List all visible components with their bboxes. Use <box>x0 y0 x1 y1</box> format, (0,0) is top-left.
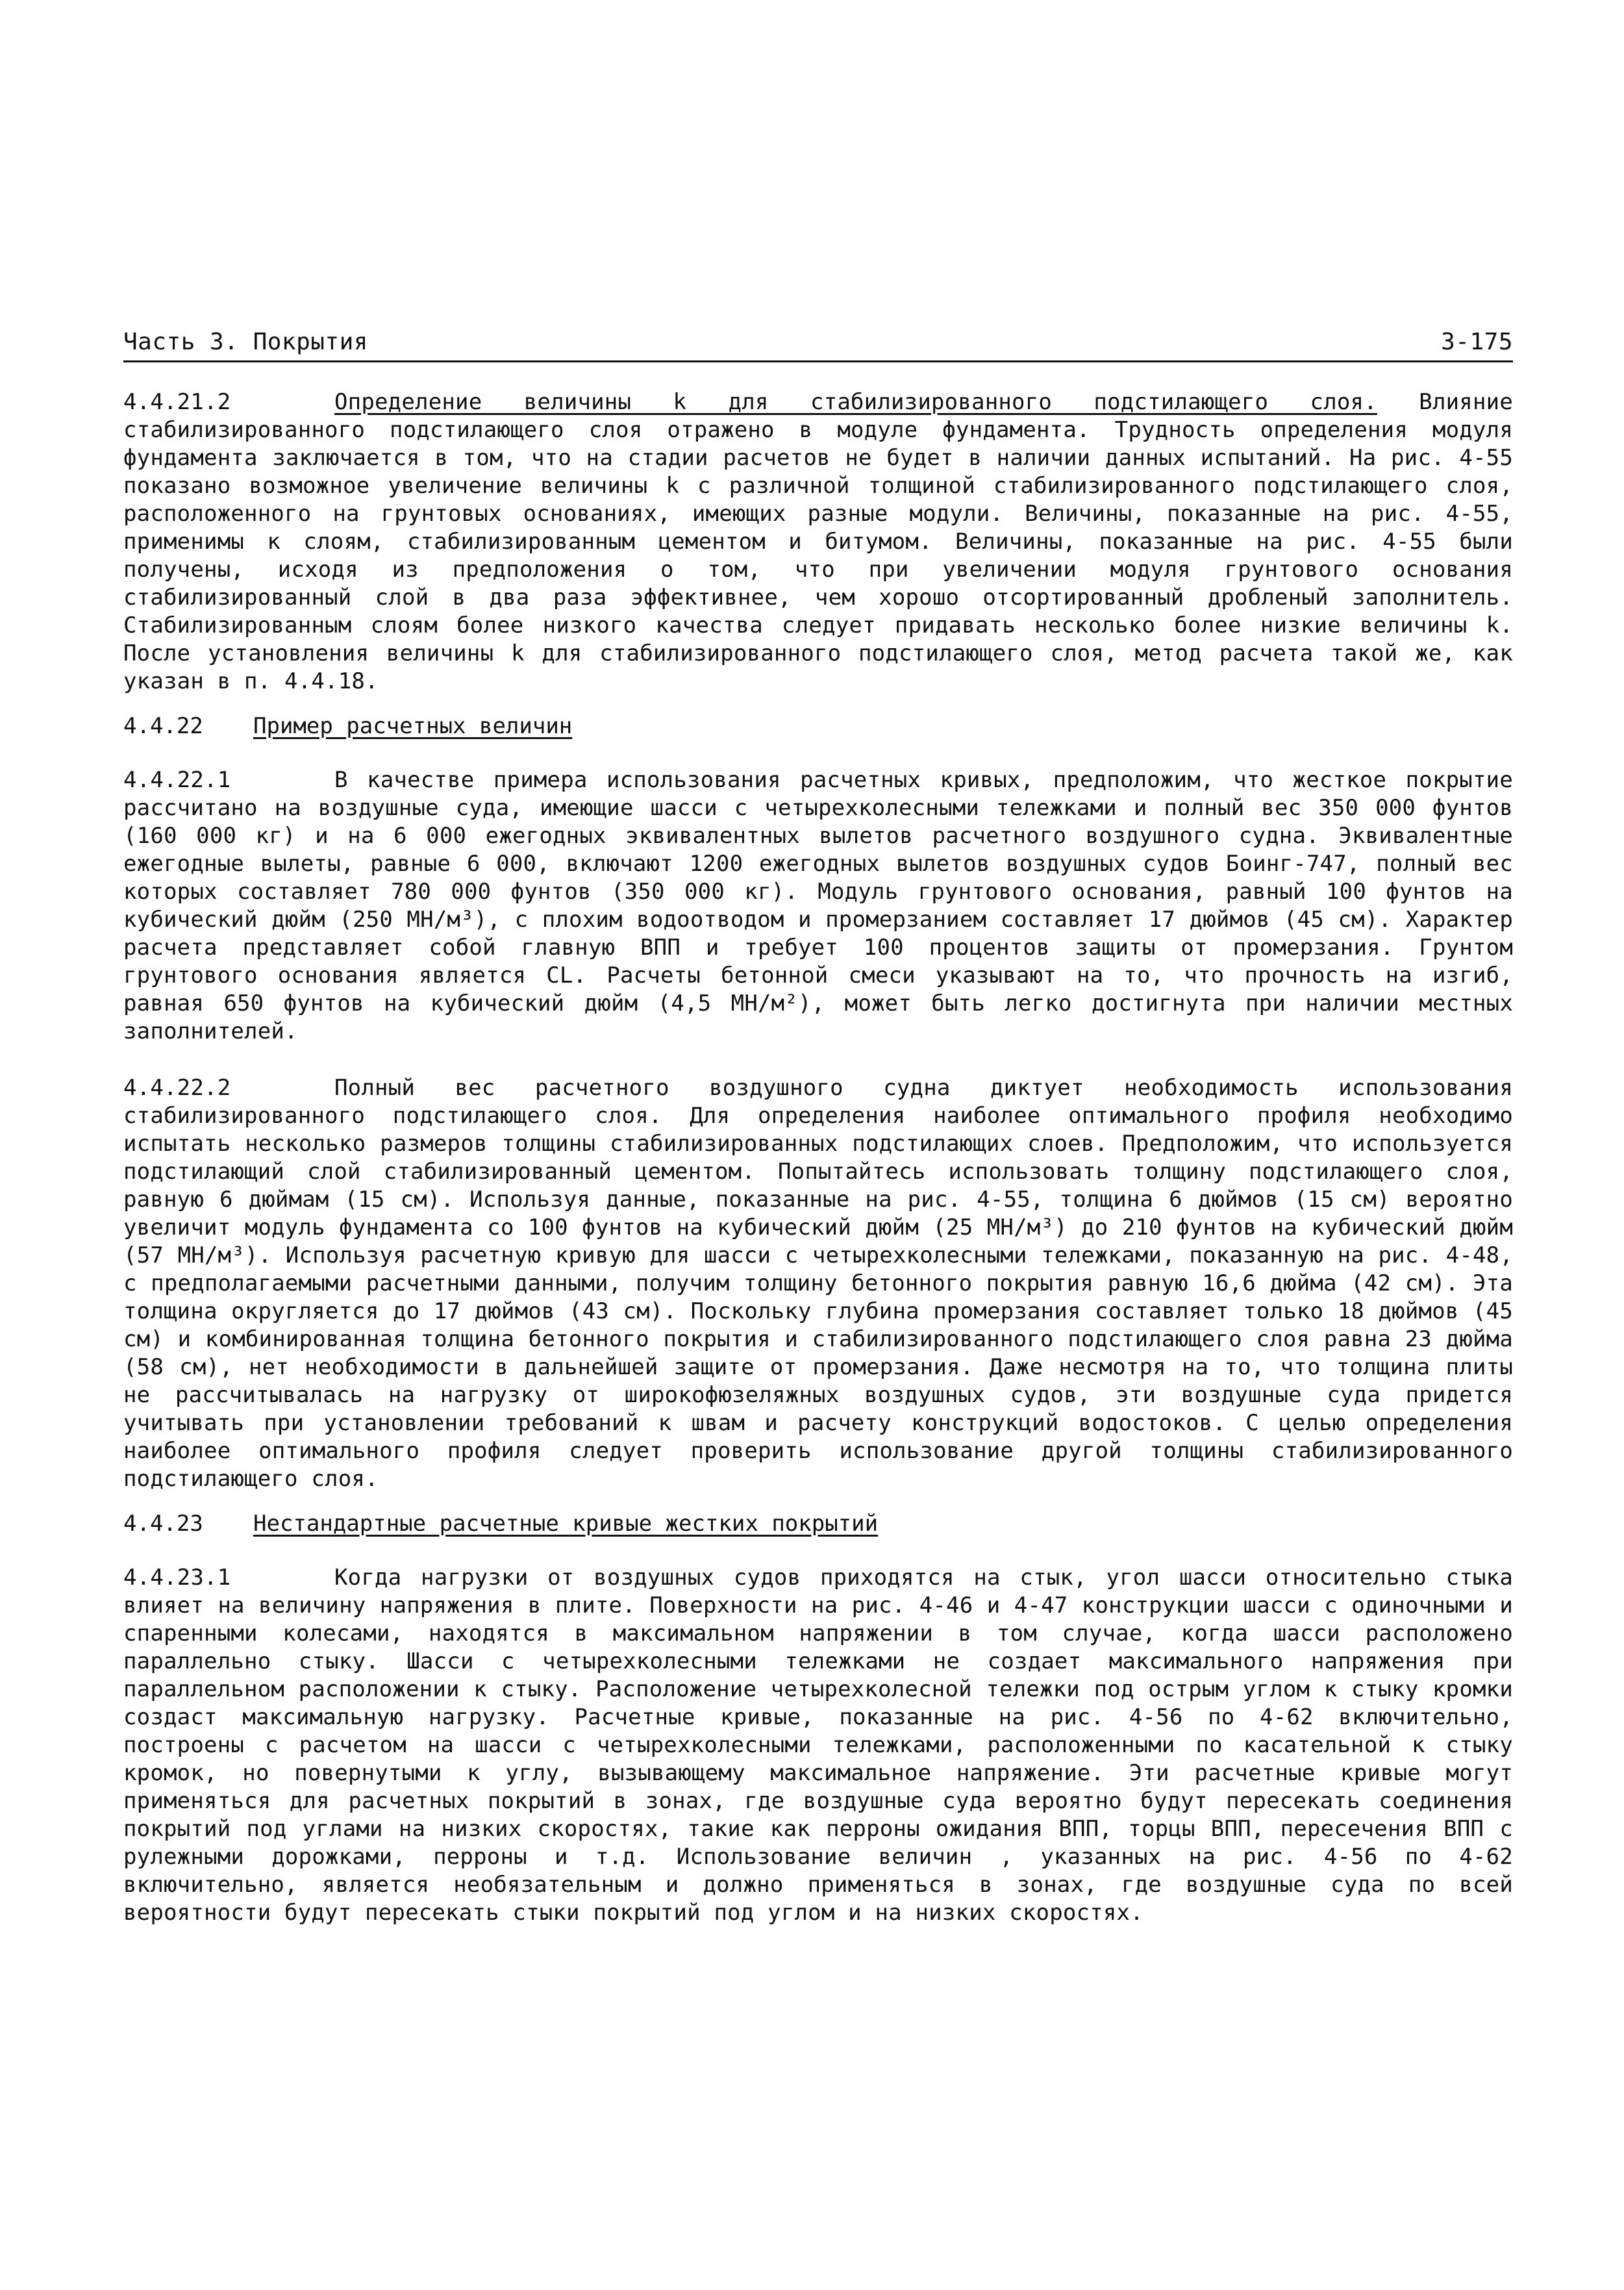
paragraph-text: Полный вес расчетного воздушного судна диктует необходимость использования стабилизированного подстилающего слоя. Для определения наиболее оптимального профиля необходимо испытать несколько размеров толщины стабилизированных подстилающих слоев. Предположим, что используется подстилающий слой стабилизированный цементом. Попытайтесь использовать толщину подстилающего слоя, равную 6 дюймам (15 см). Используя данные, показанные на рис. 4-55, толщина 6 дюймов (15 см) вероятно увеличит модуль фундамента со 100 фунтов на кубический дюйм (25 МН/м³) до 210 фунтов на кубический дюйм (57 МН/м³). Используя расчетную кривую для шасси с четырехколесными тележками, показанную на рис. 4-48, с предполагаемыми расчетными данными, получим толщину бетонного покрытия равную 16,6 дюйма (42 см). Эта толщина округляется до 17 дюймов (43 см). Поскольку глубина промерзания составляет только 18 дюймов (45 см) и комбинированная толщина бетонного покрытия и стабилизированного подстилающего слоя равна 23 дюйма (58 см), нет необходимости в дальнейшей защите от промерзания. Даже несмотря на то, что толщина плиты не рассчитывалась на нагрузку от широкофюзеляжных воздушных судов, эти воздушные суда придется учитывать при установлении требований к швам и расчету конструкций водостоков. С целью определения наиболее оптимального профиля следует проверить использование другой толщины стабилизированного подстилающего слоя. <box>123 1075 1513 1492</box>
section-title: Нестандартные расчетные кривые жестких покрытий <box>253 1511 879 1537</box>
document-page <box>123 328 1513 1927</box>
section-heading-4-4-22 <box>123 712 1513 740</box>
section-number: 4.4.22 <box>123 713 203 739</box>
paragraph-number: 4.4.22.1 <box>123 767 231 793</box>
section-heading-4-4-23 <box>123 1510 1513 1538</box>
paragraph-title: Определение величины k для стабилизированного подстилающего слоя. <box>334 389 1377 415</box>
running-header <box>123 328 1513 362</box>
section-title: Пример расчетных величин <box>253 713 573 739</box>
paragraph-text: Когда нагрузки от воздушных судов приходятся на стык, угол шасси относительно стыка влияет на величину напряжения в плите. Поверхности на рис. 4-46 и 4-47 конструкции шасси с одиночными и спаренными колесами, находятся в максимальном напряжении в том случае, когда шасси расположено параллельно стыку. Шасси с четырехколесными тележками не создает максимального напряжения при параллельном расположении к стыку. Расположение четырехколесной тележки под острым углом к стыку кромки создаст максимальную нагрузку. Расчетные кривые, показанные на рис. 4-56 по 4-62 включительно, построены с расчетом на шасси с четырехколесными тележками, расположенными по касательной к стыку кромок, но повернутыми к углу, вызывающему максимальное напряжение. Эти расчетные кривые могут применяться для расчетных покрытий в зонах, где воздушные суда вероятно будут пересекать соединения покрытий под углами на низких скоростях, такие как перроны ожидания ВПП, торцы ВПП, пересечения ВПП с рулежными дорожками, перроны и т.д. Использование величин , указанных на рис. 4-56 по 4-62 включительно, является необязательным и должно применяться в зонах, где воздушные суда по всей вероятности будут пересекать стыки покрытий под углом и на низких скоростях. <box>123 1565 1513 1926</box>
paragraph-number: 4.4.21.2 <box>123 389 231 415</box>
page-number: 3-175 <box>1441 329 1513 355</box>
paragraph-4-4-21-2 <box>123 388 1513 696</box>
paragraph-4-4-23-1 <box>123 1564 1513 1927</box>
paragraph-4-4-22-2 <box>123 1074 1513 1493</box>
paragraph-text: В качестве примера использования расчетных кривых, предположим, что жесткое покрытие рассчитано на воздушные суда, имеющие шасси с четырехколесными тележками и полный вес 350 000 фунтов (160 000 кг) и на 6 000 ежегодных эквивалентных вылетов расчетного воздушного судна. Эквивалентные ежегодные вылеты, равные 6 000, включают 1200 ежегодных вылетов воздушных судов Боинг-747, полный вес которых составляет 780 000 фунтов (350 000 кг). Модуль грунтового основания, равный 100 фунтов на кубический дюйм (250 МН/м³), с плохим водоотводом и промерзанием составляет 17 дюймов (45 см). Характер расчета представляет собой главную ВПП и требует 100 процентов защиты от промерзания. Грунтом грунтового основания является CL. Расчеты бетонной смеси указывают на то, что прочность на изгиб, равная 650 фунтов на кубический дюйм (4,5 МН/м²), может быть легко достигнута при наличии местных заполнителей. <box>123 767 1513 1044</box>
paragraph-number: 4.4.22.2 <box>123 1075 231 1101</box>
header-part-title: Часть 3. Покрытия <box>123 329 368 355</box>
paragraph-text: Влияние стабилизированного подстилающего слоя отражено в модуле фундамента. Трудность определения модуля фундамента заключается в том, что на стадии расчетов не будет в наличии данных испытаний. На рис. 4-55 показано возможное увеличение величины k с различной толщиной стабилизированного подстилающего слоя, расположенного на грунтовых основаниях, имеющих разные модули. Величины, показанные на рис. 4-55, применимы к слоям, стабилизированным цементом и битумом. Величины, показанные на рис. 4-55 были получены, исходя из предположения о том, что при увеличении модуля грунтового основания стабилизированный слой в два раза эффективнее, чем хорошо отсортированный дробленый заполнитель. Стабилизированным слоям более низкого качества следует придавать несколько более низкие величины k. После установления величины k для стабилизированного подстилающего слоя, метод расчета такой же, как указан в п. 4.4.18. <box>123 389 1513 694</box>
paragraph-4-4-22-1 <box>123 766 1513 1046</box>
paragraph-number: 4.4.23.1 <box>123 1565 231 1591</box>
section-number: 4.4.23 <box>123 1511 203 1537</box>
